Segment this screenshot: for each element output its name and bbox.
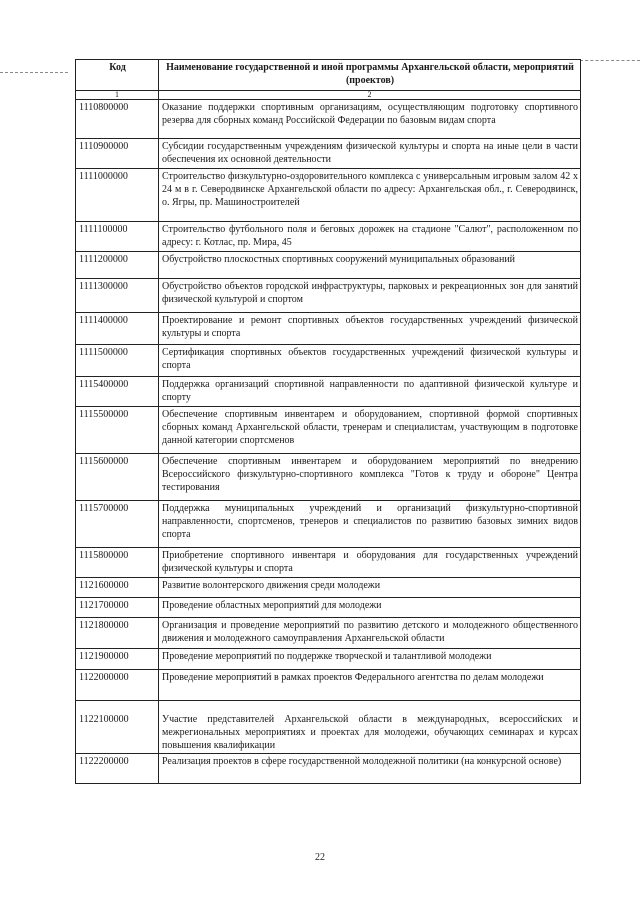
row-code: 1121900000 [76,649,159,670]
table-row [76,649,581,670]
table-row [76,578,581,598]
row-name: Развитие волонтерского движения среди молодежи [159,578,581,598]
table-row [76,407,581,454]
row-name: Обустройство объектов городской инфраструктуры, парковых и рекреационных зон для занятий физической культурой и спортом [159,279,581,313]
row-name: Участие представителей Архангельской области в международных, всероссийских и межрегиональных мероприятиях и проектах для молодежи, обучающих семинарах и курсах повышения квалификации [159,701,581,754]
table-row [76,598,581,618]
row-name: Обустройство плоскостных спортивных сооружений муниципальных образований [159,252,581,279]
table-row [76,222,581,252]
row-code: 1111200000 [76,252,159,279]
row-code: 1111300000 [76,279,159,313]
program-codes-table [75,59,581,784]
row-name: Сертификация спортивных объектов государственных учреждений физической культуры и спорта [159,345,581,377]
table-row [76,754,581,784]
row-name: Строительство футбольного поля и беговых дорожек на стадионе "Салют", расположенном по адресу: г. Котлас, пр. Мира, 45 [159,222,581,252]
row-name: Обеспечение спортивным инвентарем и оборудованием, спортивной формой спортивных сборных команд Архангельской области, тренерам и специалистам, участвующим в подготовке данной категории спортсменов [159,407,581,454]
row-name: Проведение областных мероприятий для молодежи [159,598,581,618]
row-code: 1121800000 [76,618,159,649]
table-row [76,548,581,578]
row-name: Реализация проектов в сфере государственной молодежной политики (на конкурсной основе) [159,754,581,784]
row-code: 1121600000 [76,578,159,598]
table-row [76,313,581,345]
table-row [76,670,581,701]
row-code: 1115800000 [76,548,159,578]
column-number-row [76,91,581,100]
row-code: 1115500000 [76,407,159,454]
row-name: Оказание поддержки спортивным организациям, осуществляющим подготовку спортивного резерва для сборных команд Российской Федерации по базовым видам спорта [159,100,581,139]
row-code: 1122200000 [76,754,159,784]
row-code: 1122000000 [76,670,159,701]
table-row [76,345,581,377]
table-header-row [76,60,581,91]
row-name: Проведение мероприятий по поддержке творческой и талантливой молодежи [159,649,581,670]
page-edge-dash-right [580,60,640,61]
row-name: Проектирование и ремонт спортивных объектов государственных учреждений физической культуры и спорта [159,313,581,345]
row-code: 1110900000 [76,139,159,169]
table-row [76,501,581,548]
table-row [76,252,581,279]
row-code: 1115400000 [76,377,159,407]
column-number-1: 1 [76,91,159,100]
table-row [76,701,581,754]
row-code: 1115600000 [76,454,159,501]
table-row [76,454,581,501]
table-row [76,377,581,407]
row-code: 1115700000 [76,501,159,548]
row-code: 1122100000 [76,701,159,754]
table-row [76,139,581,169]
table-row [76,618,581,649]
row-code: 1111400000 [76,313,159,345]
row-code: 1111000000 [76,169,159,222]
page-number: 22 [315,852,325,863]
table-row [76,100,581,139]
column-number-2: 2 [159,91,581,100]
column-header-name: Наименование государственной и иной программы Архангельской области, мероприятий (проектов) [159,60,581,91]
row-code: 1111500000 [76,345,159,377]
table-row [76,169,581,222]
row-name: Строительство физкультурно-оздоровительного комплекса с универсальным игровым залом 42 х 24 м в г. Северодвинске Архангельской области по адресу: Архангельская обл., г. Северодвинск, о. Ягры, пр. Машиностроителей [159,169,581,222]
table-row [76,279,581,313]
row-name: Поддержка организаций спортивной направленности по адаптивной физической культуре и спорту [159,377,581,407]
row-name: Организация и проведение мероприятий по развитию детского и молодежного общественного движения и молодежного самоуправления Архангельской области [159,618,581,649]
page-edge-dash-left [0,72,68,73]
row-code: 1111100000 [76,222,159,252]
row-name: Поддержка муниципальных учреждений и организаций физкультурно-спортивной направленности, спортсменов, тренеров и специалистов по развитию базовых зимних видов спорта [159,501,581,548]
row-name: Проведение мероприятий в рамках проектов Федерального агентства по делам молодежи [159,670,581,701]
row-code: 1121700000 [76,598,159,618]
row-name: Субсидии государственным учреждениям физической культуры и спорта на иные цели в части обеспечения их основной деятельности [159,139,581,169]
row-code: 1110800000 [76,100,159,139]
column-header-code: Код [76,60,159,91]
row-name: Обеспечение спортивным инвентарем и оборудованием мероприятий по внедрению Всероссийского физкультурно-спортивного комплекса "Готов к труду и обороне" Центра тестирования [159,454,581,501]
row-name: Приобретение спортивного инвентаря и оборудования для государственных учреждений физической культуры и спорта [159,548,581,578]
